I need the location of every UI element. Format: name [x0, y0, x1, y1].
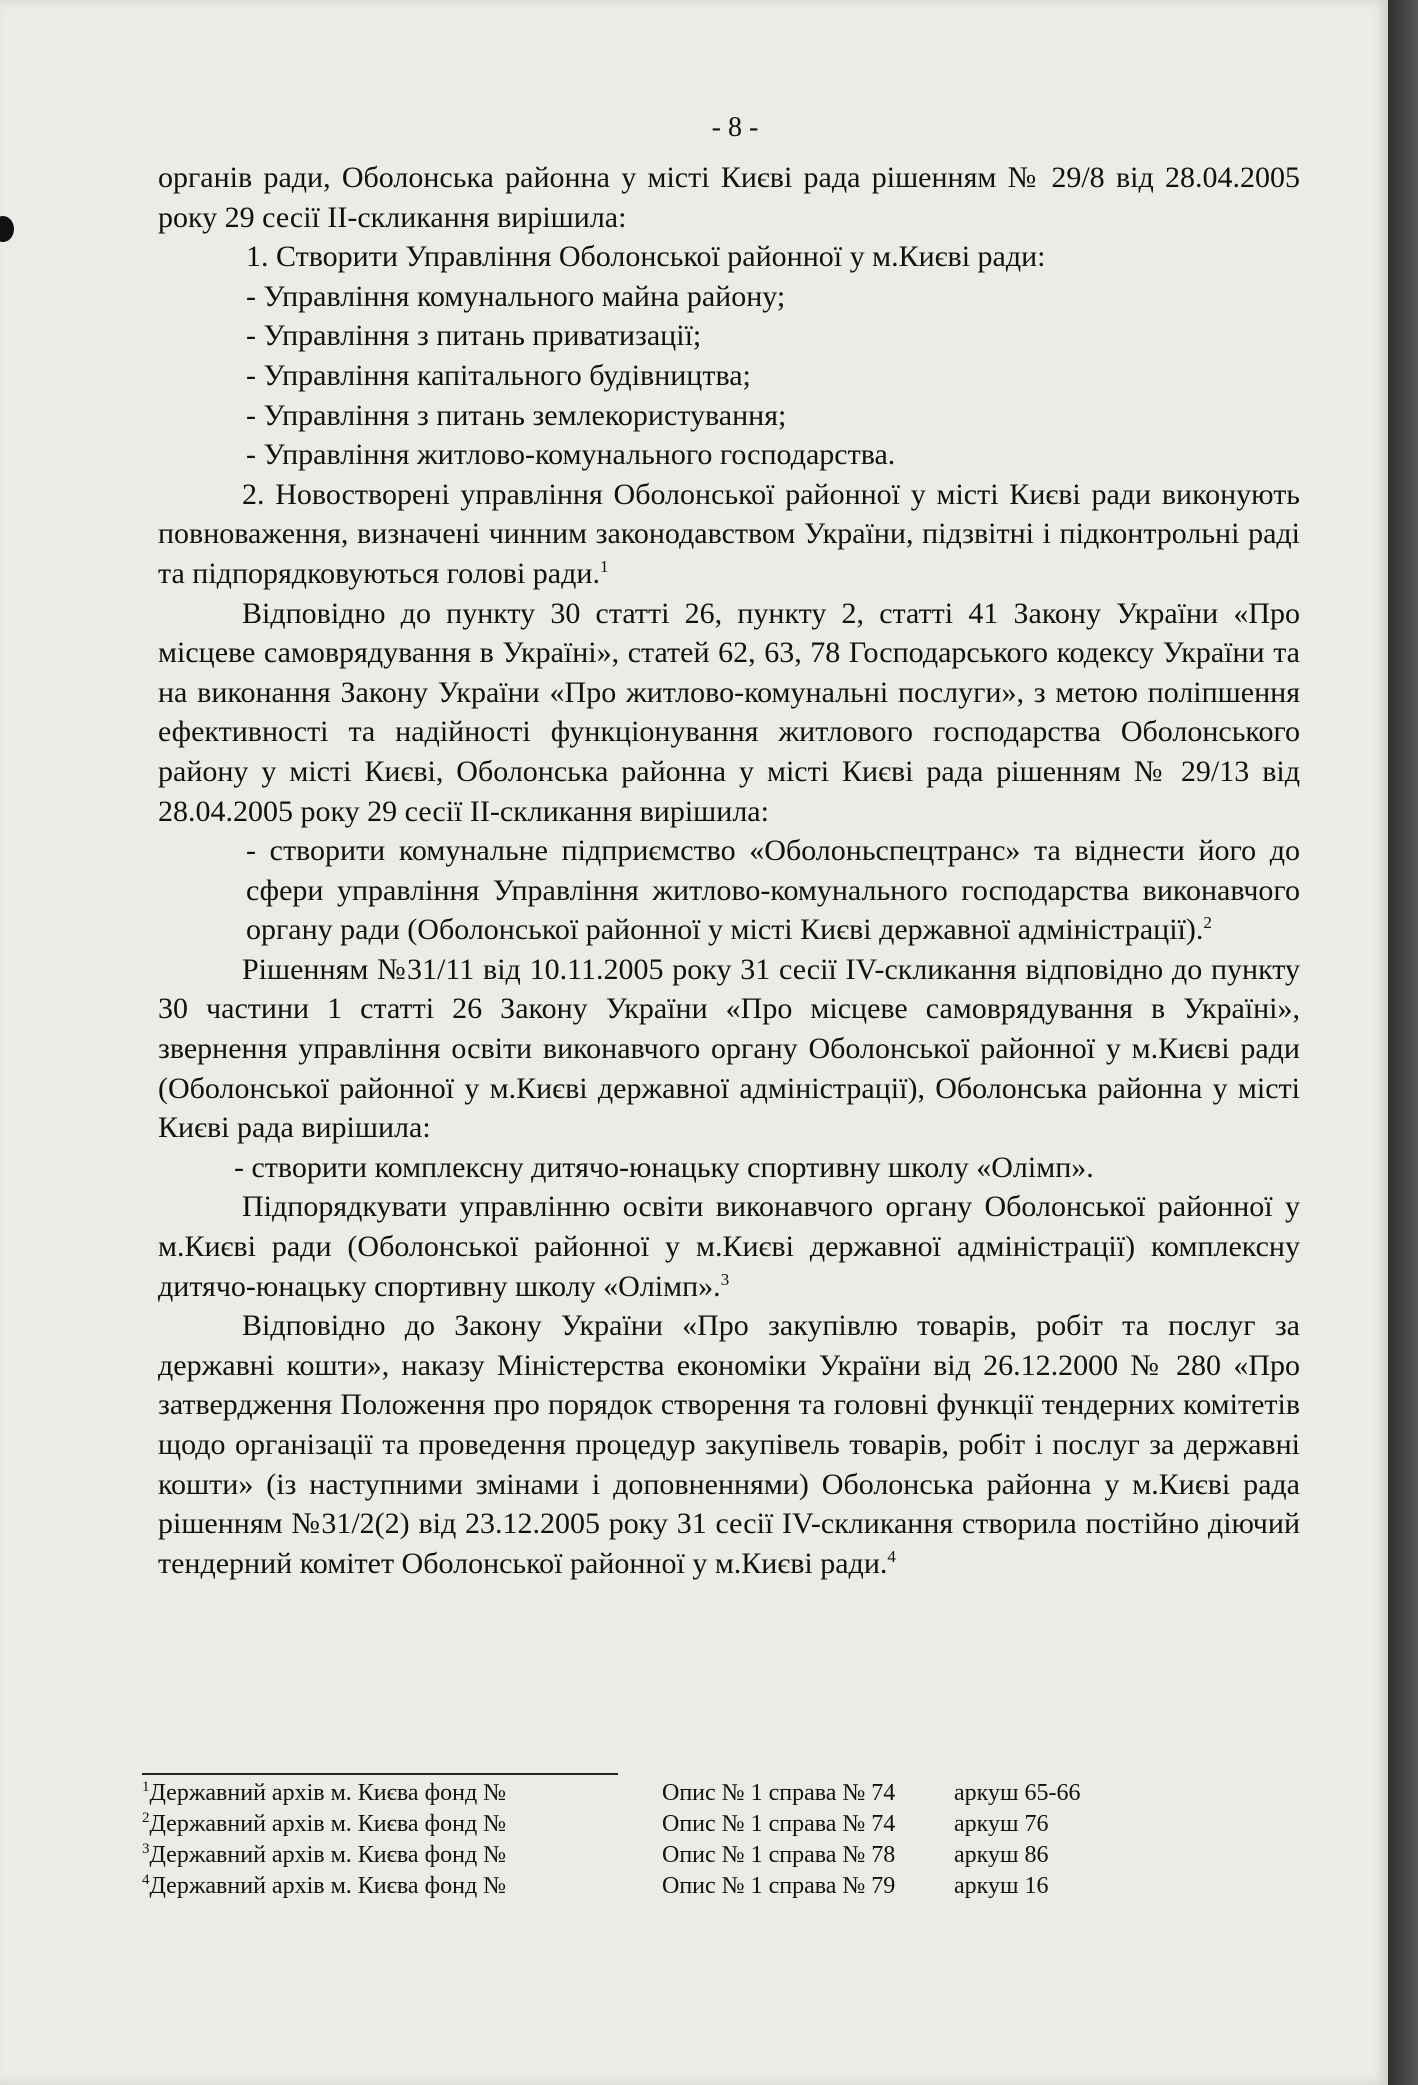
- footnote-source: Державний архів м. Києва фонд №: [149, 1873, 507, 1899]
- footnote-sheet: аркуш 65-66: [954, 1780, 1081, 1806]
- footnote-inventory: Опис № 1 справа № 74: [662, 1780, 896, 1806]
- binder-hole: [0, 216, 14, 242]
- footnote-source: Державний архів м. Києва фонд №: [149, 1811, 507, 1837]
- footnote-divider: [142, 1773, 618, 1775]
- footnote-source: Державний архів м. Києва фонд №: [149, 1842, 507, 1868]
- body-text: [158, 158, 1300, 1583]
- paragraph-obolonspectrans: - створити комунальне підприємство «Оболоньспецтранс» та віднести його до сфери управління Управління житлово-комунального господарства виконавчого органу ради (Оболонської районної у місті Києві державної адміністрації).$^2$: [246, 834, 1300, 947]
- footnote-source: Державний архів м. Києва фонд №: [149, 1780, 507, 1806]
- list-item: - Управління з питань приватизації;: [246, 319, 702, 353]
- paragraph-intro: органів ради, Оболонська районна у місті Києві рада рішенням № 29/8 від 28.04.2005 року 29 сесії II-скликання вирішила:: [158, 161, 1300, 234]
- footnote-number: 1: [142, 1779, 150, 1795]
- list-item: - Управління з питань землекористування;: [246, 398, 787, 432]
- paragraph-create-departments: 1. Створити Управління Оболонської районної у м.Києві ради:: [246, 240, 1046, 274]
- footnote-sheet: аркуш 86: [954, 1842, 1049, 1868]
- footnotes: [142, 1778, 1142, 1902]
- paragraph-tender-committee: Відповідно до Закону України «Про закупівлю товарів, робіт та послуг за державні кошти», наказу Міністерства економіки України від 26.12.2000 № 280 «Про затвердження Положення про порядок створення та головні функції тендерних комітетів щодо організації та проведення процедур закупівель товарів, робіт і послуг за державні кошти» (із наступними змінами і доповненнями) Оболонська районна у м.Києві рада рішенням №31/2(2) від 23.12.2005 року 31 сесії IV-скликання створила постійно діючий тендерний комітет Оболонської районної у м.Києві ради.$^4$: [158, 1309, 1300, 1580]
- list-item: - Управління капітального будівництва;: [246, 358, 751, 392]
- list-item: - Управління житлово-комунального господарства.: [246, 438, 896, 472]
- paragraph-housing-decision: Відповідно до пункту 30 статті 26, пункту 2, статті 41 Закону України «Про місцеве самоврядування в Україні», статей 62, 63, 78 Господарського кодексу України та на виконання Закону України «Про житлово-комунальні послуги», з метою поліпшення ефективності та надійності функціонування житлового господарства Оболонського району у місті Києві, Оболонська районна у місті Києві рада рішенням № 29/13 від 28.04.2005 року 29 сесії II-скликання вирішила:: [158, 596, 1300, 828]
- footnote-inventory: Опис № 1 справа № 78: [662, 1842, 896, 1868]
- footnote-number: 4: [142, 1872, 150, 1888]
- list-item: - Управління комунального майна району;: [246, 279, 786, 313]
- footnote-row: [142, 1871, 1142, 1902]
- footnote-number: 3: [142, 1841, 150, 1857]
- scan-edge: [1388, 0, 1418, 2085]
- paragraph-new-departments: 2. Новостворені управління Оболонської районної у місті Києві ради виконують повноваження, визначені чинним законодавством України, підзвітні і підконтрольні раді та підпорядковуються голові ради.$^1$: [158, 477, 1300, 590]
- footnote-inventory: Опис № 1 справа № 79: [662, 1873, 896, 1899]
- page-number: - 8 -: [711, 112, 759, 143]
- paragraph-decision-31-11: Рішенням №31/11 від 10.11.2005 року 31 сесії IV-скликання відповідно до пункту 30 частини 1 статті 26 Закону України «Про місцеве самоврядування в Україні», звернення управління освіти виконавчого органу Оболонської районної у м.Києві ради (Оболонської районної у м.Києві державної адміністрації), Оболонська районна у місті Києві рада вирішила:: [158, 952, 1300, 1145]
- paragraph-subordinate: Підпорядкувати управлінню освіти виконавчого органу Оболонської районної у м.Києві ради (Оболонської районної у м.Києві державної адміністрації) комплексну дитячо-юнацьку спортивну школу «Олімп».$^3$: [158, 1190, 1300, 1303]
- paragraph-olimp-school: - створити комплексну дитячо-юнацьку спортивну школу «Олімп».: [234, 1150, 1094, 1184]
- footnote-mark: 4: [887, 1546, 896, 1566]
- footnote-row: [142, 1778, 1142, 1809]
- footnote-row: [142, 1840, 1142, 1871]
- footnote-sheet: аркуш 76: [954, 1811, 1049, 1837]
- footnote-row: [142, 1809, 1142, 1840]
- footnote-sheet: аркуш 16: [954, 1873, 1049, 1899]
- footnote-mark: 3: [720, 1269, 730, 1289]
- footnote-mark: 1: [599, 556, 609, 576]
- footnote-mark: 2: [1203, 913, 1212, 933]
- footnote-inventory: Опис № 1 справа № 74: [662, 1811, 896, 1837]
- footnote-number: 2: [142, 1810, 150, 1826]
